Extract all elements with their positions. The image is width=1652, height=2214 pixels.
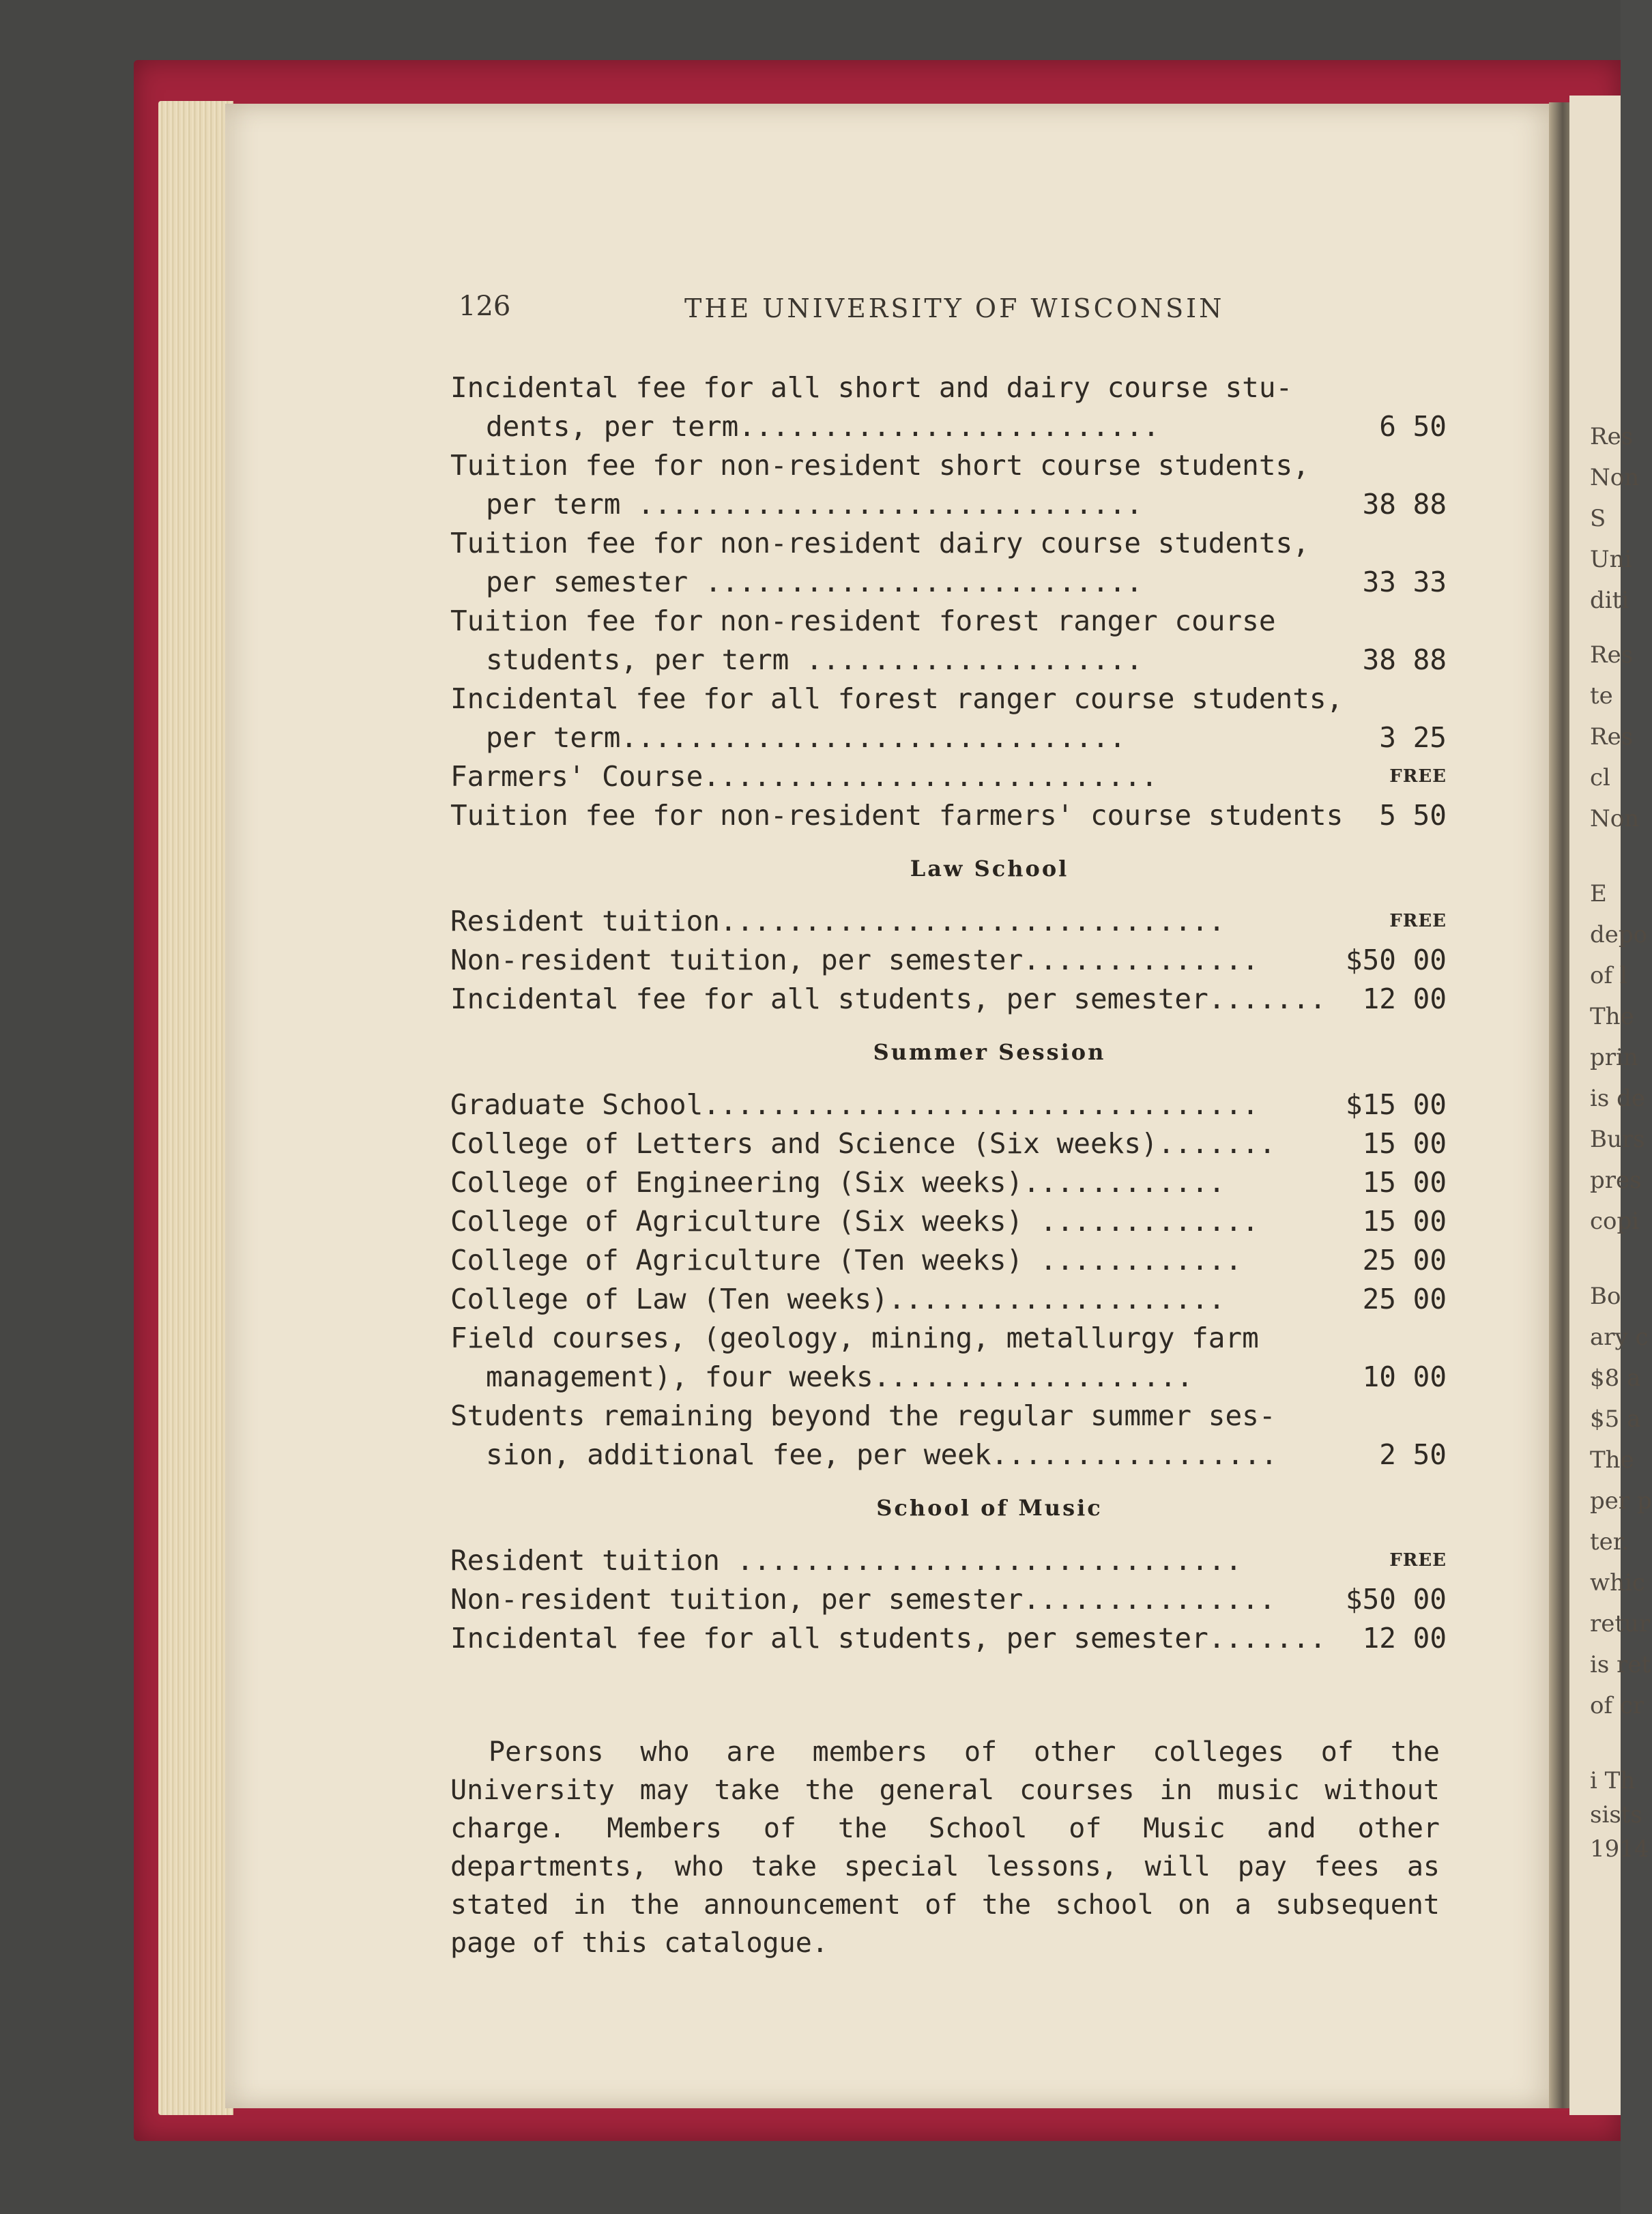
fee-row — [450, 641, 1447, 680]
fee-amount: $15 00 — [1345, 1088, 1447, 1121]
fee-label: Incidental fee for all short and dairy course stu- — [450, 371, 1293, 404]
fee-row — [450, 1619, 1447, 1658]
fee-row — [450, 1580, 1447, 1619]
fee-label: Tuition fee for non-resident dairy course students, — [450, 527, 1309, 559]
fee-amount: 6 50 — [1379, 410, 1447, 443]
page-edges — [158, 101, 233, 2115]
fee-amount: 12 00 — [1362, 982, 1447, 1015]
fee-label: sion, additional fee, per week................. — [486, 1438, 1278, 1471]
facing-page-text: te — [1590, 682, 1613, 710]
fee-label: Non-resident tuition, per semester.............. — [450, 944, 1259, 976]
facing-page-text: $5 a — [1590, 1405, 1641, 1433]
fee-label: per semester .......................... — [486, 566, 1143, 598]
fee-row — [450, 757, 1447, 796]
fee-label: College of Agriculture (Ten weeks) ............ — [450, 1244, 1243, 1277]
fee-row — [450, 902, 1447, 941]
fee-amount: 10 00 — [1362, 1360, 1447, 1393]
section-heading: Law School — [910, 856, 1069, 882]
fee-label: Resident tuition.............................. — [450, 905, 1226, 937]
fee-row — [450, 680, 1447, 718]
facing-page-text: Non — [1590, 805, 1640, 832]
facing-page-text: ter. — [1590, 1528, 1629, 1556]
facing-page-text: per p — [1590, 1487, 1652, 1515]
fee-label: Field courses, (geology, mining, metallurgy farm — [450, 1322, 1259, 1354]
facing-page-text: prin — [1590, 1044, 1638, 1071]
fee-row — [450, 1163, 1447, 1202]
fee-row — [450, 1358, 1447, 1397]
fee-amount: 38 88 — [1362, 488, 1447, 521]
facing-page-text: Res — [1590, 641, 1634, 669]
fee-amount: $50 00 — [1345, 944, 1447, 976]
fee-label: per term .............................. — [486, 488, 1143, 521]
fee-amount: FREE — [1389, 1550, 1447, 1571]
facing-page-text: Res — [1590, 723, 1634, 751]
fee-amount: 2 50 — [1379, 1438, 1447, 1471]
fee-amount: 38 88 — [1362, 643, 1447, 676]
fee-row — [450, 1541, 1447, 1580]
fee-row — [450, 1124, 1447, 1163]
facing-page-text: of cr — [1590, 1692, 1644, 1719]
fee-row — [450, 1397, 1447, 1436]
facing-page-text: Bo — [1590, 1283, 1621, 1310]
fee-row — [450, 485, 1447, 524]
running-head-title: THE UNIVERSITY OF WISCONSIN — [684, 293, 1225, 323]
facing-page-text: The — [1590, 1003, 1634, 1030]
fee-row — [450, 1202, 1447, 1241]
facing-page-text: copi — [1590, 1208, 1640, 1235]
fee-label: Students remaining beyond the regular summer ses- — [450, 1399, 1276, 1432]
fee-row — [450, 602, 1447, 641]
facing-page-text: Burs — [1590, 1126, 1645, 1153]
page-number: 126 — [459, 291, 511, 322]
fee-row — [450, 368, 1447, 407]
fee-label: Tuition fee for non-resident short course students, — [450, 449, 1309, 482]
fee-row — [450, 1086, 1447, 1124]
fee-amount: FREE — [1389, 911, 1447, 931]
fee-label: Incidental fee for all students, per semester....... — [450, 982, 1327, 1015]
facing-page-text: ary c — [1590, 1324, 1649, 1351]
fee-amount: 15 00 — [1362, 1127, 1447, 1160]
fee-row — [450, 563, 1447, 602]
fee-amount: 5 50 — [1379, 799, 1447, 832]
closing-paragraph: Persons who are members of other colleges of the University may take the general courses in music without charge. Members of the School of Music and other departments, who take special lessons, will pay fees as stated in the announcement of the school on a subsequent page of this catalogue. — [450, 1736, 1440, 1959]
facing-page-text: The — [1590, 1446, 1634, 1474]
fee-label: per term.............................. — [486, 721, 1126, 754]
facing-page-text: is de — [1590, 1085, 1646, 1112]
fee-amount: 15 00 — [1362, 1205, 1447, 1238]
facing-page-text: sists — [1590, 1801, 1642, 1829]
fee-row — [450, 1280, 1447, 1319]
fee-amount: 25 00 — [1362, 1283, 1447, 1315]
facing-page-text: of l — [1590, 962, 1627, 989]
fee-row — [450, 796, 1447, 835]
fee-amount: 3 25 — [1379, 721, 1447, 754]
fee-amount: 33 33 — [1362, 566, 1447, 598]
facing-page-text: S — [1590, 505, 1606, 532]
fee-schedule — [450, 368, 1447, 1658]
fee-row — [450, 524, 1447, 563]
facing-page-text: pres — [1590, 1167, 1642, 1194]
facing-page-text: $8 a — [1590, 1365, 1641, 1392]
section-heading: School of Music — [876, 1495, 1103, 1521]
fee-row — [450, 980, 1447, 1019]
facing-page-text: Non — [1590, 464, 1640, 491]
fee-label: College of Law (Ten weeks).................... — [450, 1283, 1226, 1315]
facing-page-text: E — [1590, 880, 1607, 907]
fee-label: College of Letters and Science (Six weeks)....... — [450, 1127, 1276, 1160]
fee-row — [450, 446, 1447, 485]
section-heading: Summer Session — [873, 1039, 1106, 1065]
facing-page-text: depo — [1590, 921, 1648, 948]
fee-row — [450, 1241, 1447, 1280]
facing-page-text: 1914 — [1590, 1835, 1649, 1863]
facing-page-text: Uni — [1590, 546, 1632, 573]
fee-label: College of Agriculture (Six weeks) ............. — [450, 1205, 1259, 1238]
fee-row — [450, 941, 1447, 980]
fee-label: Tuition fee for non-resident farmers' course students — [450, 799, 1344, 832]
facing-page-text: diti — [1590, 587, 1629, 614]
fee-label: Farmers' Course........................... — [450, 760, 1158, 793]
fee-label: students, per term .................... — [486, 643, 1143, 676]
facing-page-text: Res — [1590, 423, 1634, 450]
fee-label: Tuition fee for non-resident forest ranger course — [450, 605, 1276, 637]
fee-label: Graduate School................................. — [450, 1088, 1259, 1121]
fee-label: Non-resident tuition, per semester............... — [450, 1583, 1276, 1616]
fee-label: dents, per term......................... — [486, 410, 1160, 443]
fee-row — [450, 718, 1447, 757]
facing-page-fragment — [1569, 96, 1652, 2115]
fee-row — [450, 1319, 1447, 1358]
fee-label: College of Engineering (Six weeks)............ — [450, 1166, 1226, 1199]
fee-amount: $50 00 — [1345, 1583, 1447, 1616]
fee-label: Resident tuition .............................. — [450, 1544, 1243, 1577]
fee-amount: FREE — [1389, 766, 1447, 787]
fee-amount: 25 00 — [1362, 1244, 1447, 1277]
fee-label: Incidental fee for all students, per semester....... — [450, 1622, 1327, 1655]
fee-row — [450, 1436, 1447, 1474]
facing-page-text: is ret — [1590, 1651, 1651, 1678]
facing-page-text: i Th — [1590, 1767, 1636, 1794]
fee-amount: 15 00 — [1362, 1166, 1447, 1199]
facing-page-text: whic — [1590, 1569, 1645, 1597]
facing-page-text: retur — [1590, 1610, 1651, 1637]
fee-label: management), four weeks................... — [486, 1360, 1193, 1393]
fee-label: Incidental fee for all forest ranger course students, — [450, 682, 1344, 715]
fee-row — [450, 407, 1447, 446]
fee-amount: 12 00 — [1362, 1622, 1447, 1655]
facing-page-text: cl — [1590, 764, 1610, 791]
